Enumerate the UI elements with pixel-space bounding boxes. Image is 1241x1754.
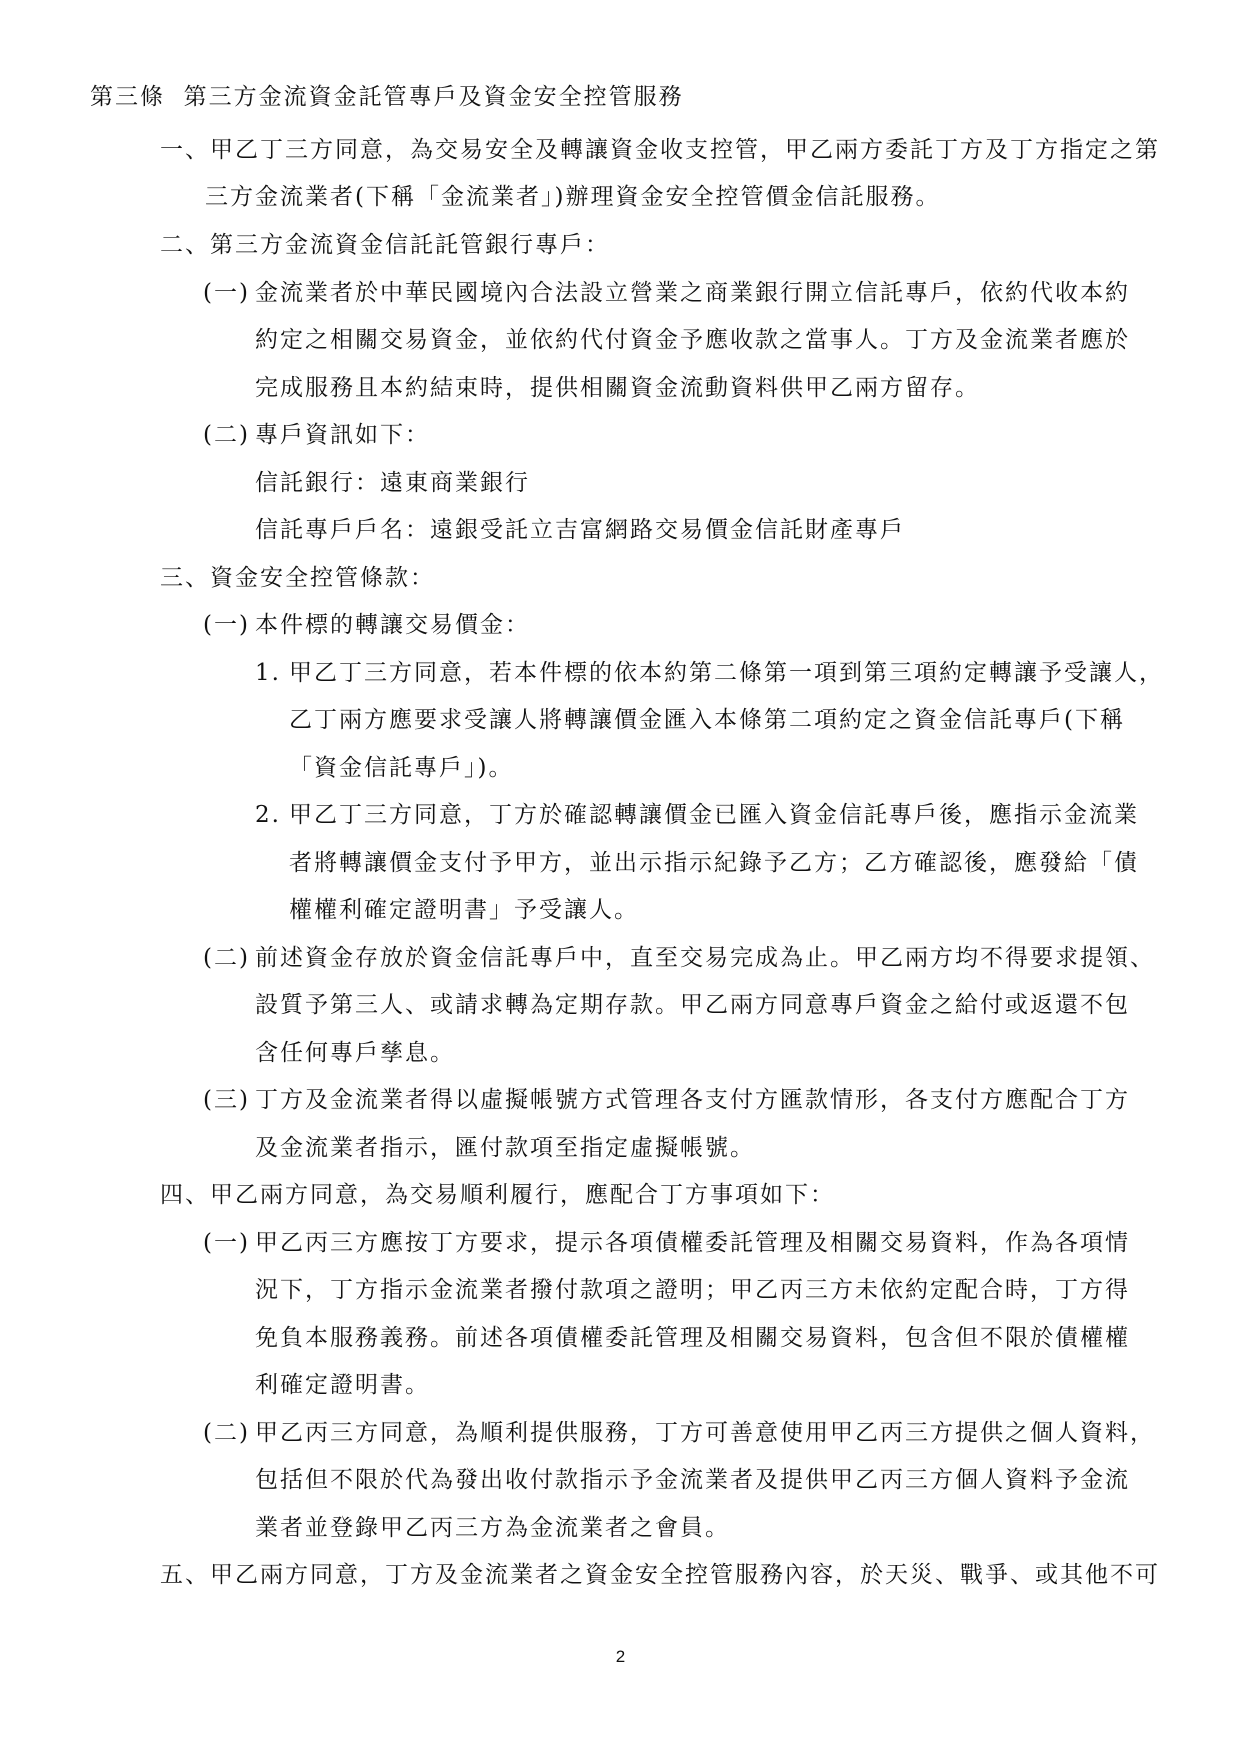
item-2-number: 2. — [255, 802, 281, 828]
section-5-number: 五、 — [160, 1562, 210, 1588]
item-1-number: 1. — [255, 660, 281, 686]
item-2-line-1: 甲乙丁三方同意，丁方於確認轉讓價金已匯入資金信託專戶後，應指示金流業 — [289, 802, 1139, 828]
section-3-number: 三、 — [160, 565, 210, 591]
section-5-line-1 — [160, 1560, 1160, 1590]
section-2-para-1-line-2: 約定之相關交易資金，並依約代付資金予應收款之當事人。丁方及金流業者應於 — [255, 327, 1130, 353]
section-1-text: 甲乙丁三方同意，為交易安全及轉讓資金收支控管，甲乙兩方委託丁方及丁方指定之第 — [210, 137, 1160, 163]
section-3-para-2-number: (二) — [203, 945, 250, 971]
section-3-para-1-title: 本件標的轉讓交易價金： — [255, 612, 530, 638]
section-1-line-1 — [160, 135, 1160, 165]
section-3-para-1-number: (一) — [203, 612, 250, 638]
section-1-number: 一、 — [160, 137, 210, 163]
article-number: 第三條 — [90, 84, 165, 110]
section-2-para-1-line-1: 金流業者於中華民國境內合法設立營業之商業銀行開立信託專戶，依約代收本約 — [255, 280, 1130, 306]
trust-account-name: 信託專戶戶名：遠銀受託立吉富網路交易價金信託財產專戶 — [255, 517, 905, 543]
section-3-para-3-number: (三) — [203, 1087, 250, 1113]
section-2-number: 二、 — [160, 232, 210, 258]
section-3-para-3-line-1: 丁方及金流業者得以虛擬帳號方式管理各支付方匯款情形，各支付方應配合丁方 — [255, 1087, 1130, 1113]
section-2-para-2-number: (二) — [203, 422, 250, 448]
section-2-title: 第三方金流資金信託託管銀行專戶： — [210, 232, 610, 258]
item-2-line-3: 權權利確定證明書」予受讓人。 — [289, 897, 639, 923]
article-title: 第三方金流資金託管專戶及資金安全控管服務 — [183, 84, 684, 110]
section-3-para-3-line-2: 及金流業者指示，匯付款項至指定虛擬帳號。 — [255, 1135, 755, 1161]
trust-bank-name: 信託銀行：遠東商業銀行 — [255, 470, 530, 496]
section-2-heading — [160, 230, 610, 260]
section-3-para-2-line-2: 設質予第三人、或請求轉為定期存款。甲乙兩方同意專戶資金之給付或返還不包 — [255, 992, 1130, 1018]
section-4-heading — [160, 1180, 835, 1210]
section-2-para-1-number: (一) — [203, 280, 250, 306]
section-4-para-2-line-2: 包括但不限於代為發出收付款指示予金流業者及提供甲乙丙三方個人資料予金流 — [255, 1467, 1130, 1493]
section-4-title: 甲乙兩方同意，為交易順利履行，應配合丁方事項如下： — [210, 1182, 835, 1208]
section-5-text: 甲乙兩方同意，丁方及金流業者之資金安全控管服務內容，於天災、戰爭、或其他不可 — [210, 1562, 1160, 1588]
section-1-line-2: 三方金流業者(下稱「金流業者」)辦理資金安全控管價金信託服務。 — [205, 184, 941, 210]
section-4-para-2-line-1: 甲乙丙三方同意，為順利提供服務，丁方可善意使用甲乙丙三方提供之個人資料， — [255, 1420, 1155, 1446]
section-3-para-2-line-1: 前述資金存放於資金信託專戶中，直至交易完成為止。甲乙兩方均不得要求提領、 — [255, 945, 1155, 971]
section-3-para-2-line-3: 含任何專戶孳息。 — [255, 1040, 455, 1066]
section-4-para-2-number: (二) — [203, 1420, 250, 1446]
section-4-number: 四、 — [160, 1182, 210, 1208]
section-4-para-2-line-3: 業者並登錄甲乙丙三方為金流業者之會員。 — [255, 1515, 730, 1541]
section-3-title: 資金安全控管條款： — [210, 565, 435, 591]
section-4-para-1-line-1: 甲乙丙三方應按丁方要求，提示各項債權委託管理及相關交易資料，作為各項情 — [255, 1230, 1130, 1256]
item-2-line-2: 者將轉讓價金支付予甲方，並出示指示紀錄予乙方；乙方確認後，應發給「債 — [289, 850, 1139, 876]
section-2-para-1-line-3: 完成服務且本約結束時，提供相關資金流動資料供甲乙兩方留存。 — [255, 375, 980, 401]
section-3-heading — [160, 563, 435, 593]
item-1-line-3: 「資金信託專戶」)。 — [289, 755, 514, 781]
article-heading — [90, 82, 684, 112]
item-1-line-2: 乙丁兩方應要求受讓人將轉讓價金匯入本條第二項約定之資金信託專戶(下稱 — [289, 707, 1125, 733]
item-1-line-1: 甲乙丁三方同意，若本件標的依本約第二條第一項到第三項約定轉讓予受讓人， — [289, 660, 1164, 686]
page-number: 2 — [615, 1647, 626, 1666]
section-4-para-1-number: (一) — [203, 1230, 250, 1256]
section-2-para-2-title: 專戶資訊如下： — [255, 422, 430, 448]
section-4-para-1-line-4: 利確定證明書。 — [255, 1372, 430, 1398]
section-4-para-1-line-2: 況下，丁方指示金流業者撥付款項之證明；甲乙丙三方未依約定配合時，丁方得 — [255, 1277, 1130, 1303]
section-4-para-1-line-3: 免負本服務義務。前述各項債權委託管理及相關交易資料，包含但不限於債權權 — [255, 1325, 1130, 1351]
